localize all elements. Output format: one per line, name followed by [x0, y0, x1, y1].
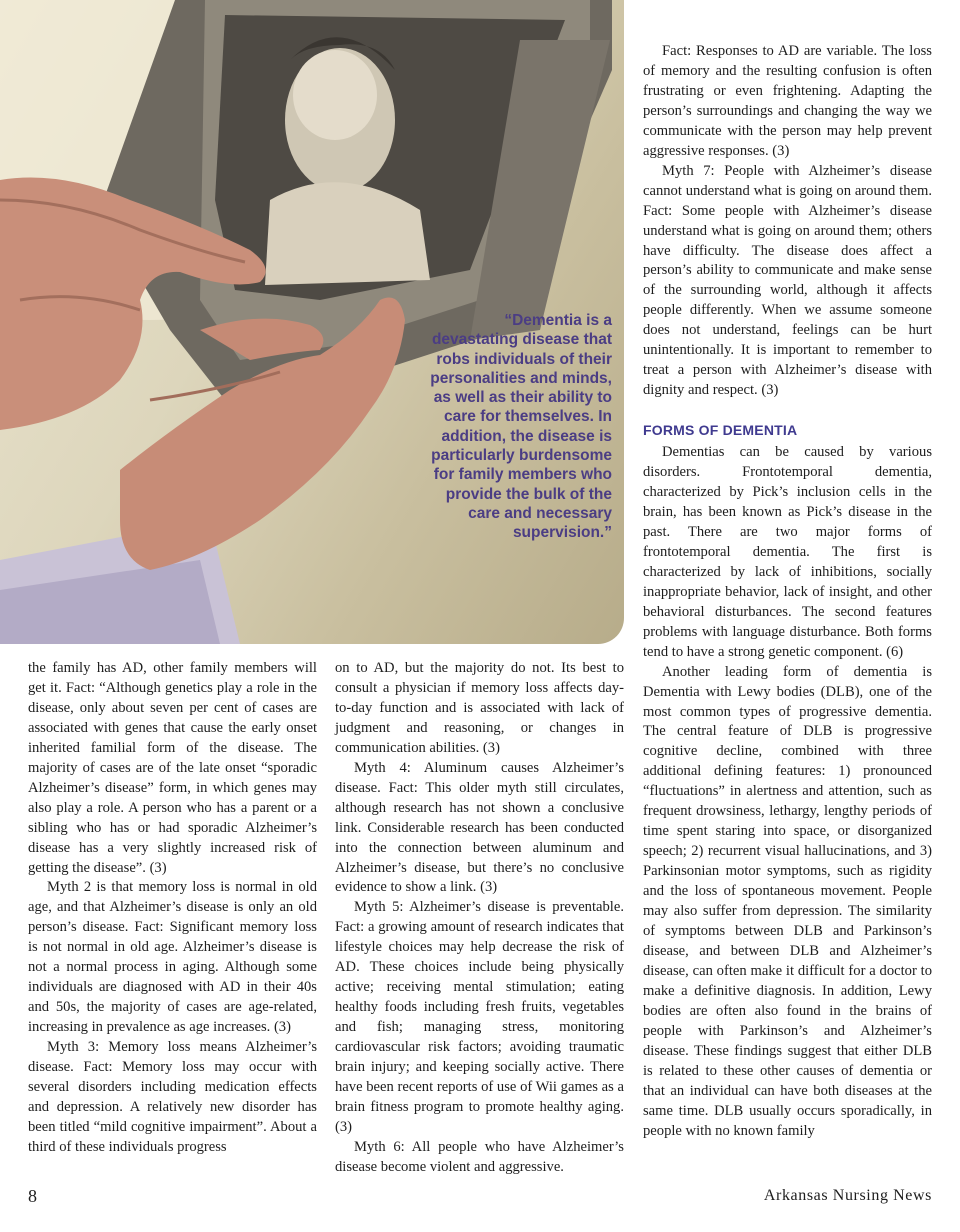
paragraph: Myth 6: All people who have Alzheimer’s disease become violent and aggressive.	[335, 1138, 624, 1175]
text-column-1	[28, 659, 317, 1158]
paragraph: the family has AD, other family members will get it. Fact: “Although genetics play a role in the disease, only about seven per cent of cases are associated with genes that cause the early onset inherited familial form of the disease. The majority of cases are of the late onset “sporadic Alzheimer’s disease” form, in which genes may also play a role. A person who has a parent or a sibling who has or had sporadic Alzheimer’s disease has a very slightly increased risk of getting the disease”. (3)	[28, 660, 317, 876]
paragraph: Myth 3: Memory loss means Alzheimer’s disease. Fact: Memory loss may occur with several disorders including medication effects and depression. A relatively new disorder has been titled “mild cognitive impairment”. About a third of these individuals progress	[28, 1039, 317, 1155]
paragraph: Myth 4: Aluminum causes Alzheimer’s disease. Fact: This older myth still circulates, although research has not shown a conclusive link. Considerable research has been conducted into the connection between aluminum and Alzheimer’s disease, but there’s no conclusive evidence to show a link. (3)	[335, 759, 624, 896]
text-column-3	[643, 42, 932, 1141]
paragraph: Fact: Responses to AD are variable. The loss of memory and the resulting confusion is often frustrating or even frightening. Adapting the person’s surroundings and changing the way we communicate with the person may help prevent aggressive responses. (3)	[643, 43, 932, 159]
pull-quote: “Dementia is a devastating disease that robs individuals of their personalities and minds, as well as their ability to care for themselves. In addition, the disease is particularly burdensome for family members who provide the bulk of the care and necessary supervision.”	[430, 312, 612, 542]
paragraph: on to AD, but the majority do not. Its best to consult a physician if memory loss affects day-to-day function and is associated with lack of judgment and reasoning, or changes in communication abilities. (3)	[335, 660, 624, 756]
paragraph: Myth 5: Alzheimer’s disease is preventable. Fact: a growing amount of research indicates that lifestyle choices may help decrease the risk of AD. These choices include being physically active; receiving mental stimulation; eating healthy foods including fresh fruits, vegetables and fish; managing stress, monitoring cardiovascular risk factors; avoiding traumatic brain injury; and keeping socially active. There have been recent reports of use of Wii games as a brain fitness program to promote healthy aging. (3)	[335, 899, 624, 1135]
section-heading: FORMS OF DEMENTIA	[643, 422, 798, 439]
paragraph: Myth 2 is that memory loss is normal in old age, and that Alzheimer’s disease is only an old person’s disease. Fact: Significant memory loss is not normal in old age. Alzheimer’s disease is not a normal process in aging. Although some individuals are diagnosed with AD in their 40s and 50s, the majority of cases are age-related, increasing in prevalence as age increases. (3)	[28, 879, 317, 1036]
page-number: 8	[28, 1186, 37, 1206]
paragraph: Another leading form of dementia is Dementia with Lewy bodies (DLB), one of the most common types of progressive dementia. The central feature of DLB is progressive cognitive decline, combined with three additional defining features: 1) pronounced “fluctuations” in alertness and attention, such as frequent drowsiness, lethargy, lengthy periods of time spent staring into space, or disorganized speech; 2) recurrent visual hallucinations, and 3) Parkinsonian motor symptoms, such as rigidity and the loss of spontaneous movement. People may also suffer from depression. The similarity of symptoms between DLB and Parkinson’s disease, and between DLB and Alzheimer’s disease, can often make it difficult for a doctor to make a definitive diagnosis. In addition, Lewy bodies are often also found in the brains of people with Parkinson’s and Alzheimer’s disease. These findings suggest that either DLB is related to these other causes of dementia or that an individual can have both diseases at the same time. DLB usually occurs sporadically, in people with no known family	[643, 663, 932, 1139]
photo-hands-holding-portrait	[0, 0, 624, 644]
publication-name: Arkansas Nursing News	[763, 1187, 932, 1204]
text-column-2	[335, 659, 624, 1178]
paragraph: Dementias can be caused by various disorders. Frontotemporal dementia, characterized by Pick’s inclusion cells in the brain, has been known as Pick’s disease in the past. There are two major forms of frontotemporal dementia. The first is characterized by lack of inhibitions, socially inappropriate behavior, lack of insight, and other behavioral disturbances. The second features problems with language disturbance. Both forms tend to have a strong genetic component. (6)	[643, 444, 932, 660]
paragraph: Myth 7: People with Alzheimer’s disease cannot understand what is going on around them. Fact: Some people with Alzheimer’s disease understand what is going on around them; others have difficulty. The disease does affect a person’s ability to communicate and make sense of the surrounding world, although it affects people differently. When we assume someone does not understand, feelings can be hurt unintentionally. It is important to remember to treat a person with Alzheimer’s disease with dignity and respect. (3)	[643, 162, 932, 399]
